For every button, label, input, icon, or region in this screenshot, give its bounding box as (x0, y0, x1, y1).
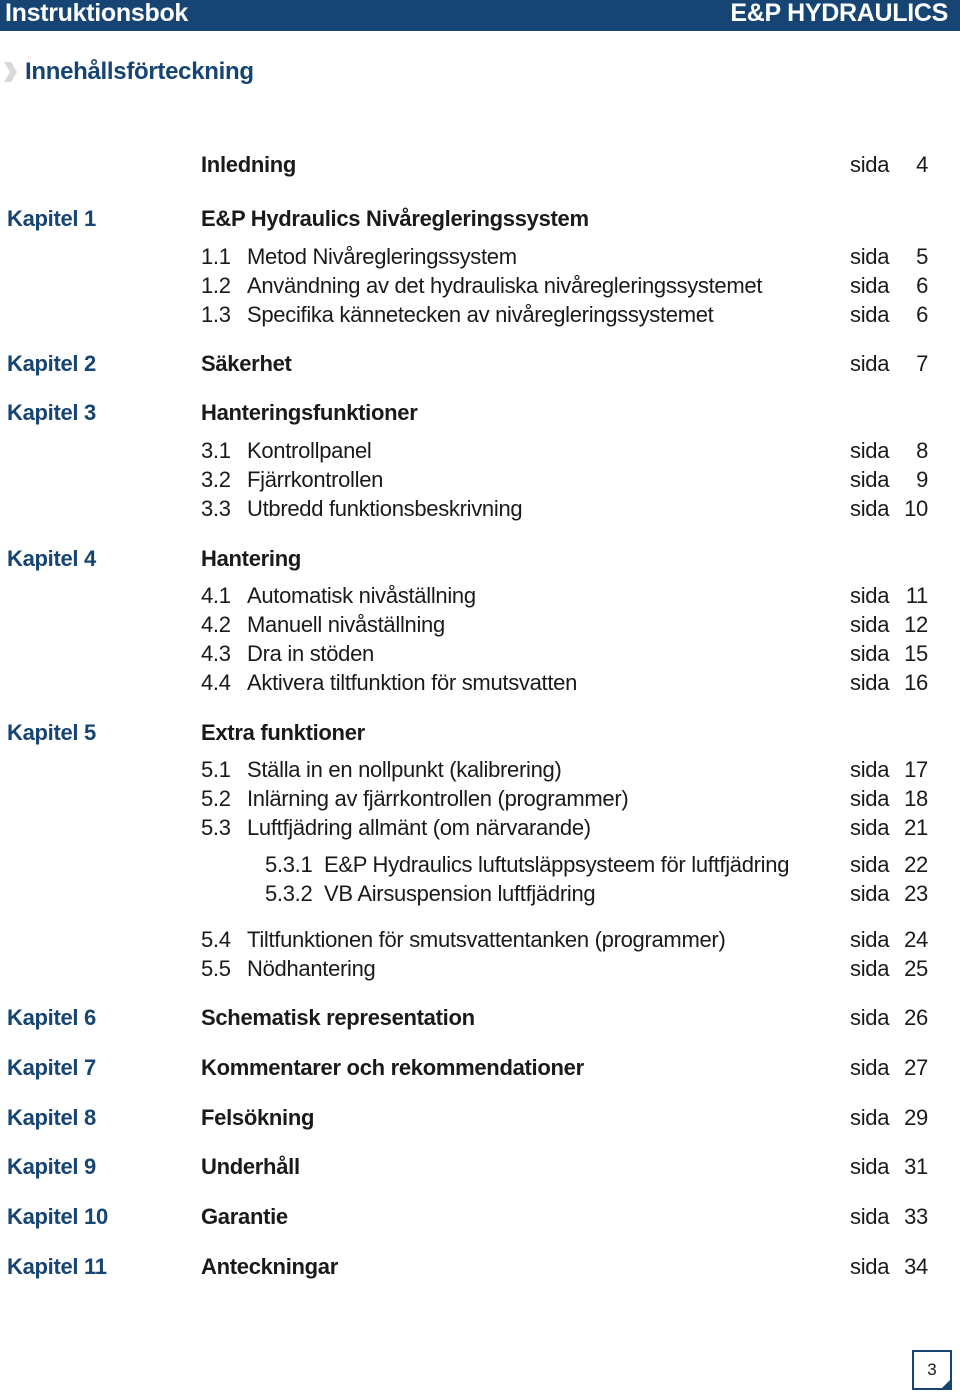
sida-label: sida (850, 1254, 890, 1279)
section-number: 1.1 (201, 244, 231, 269)
entry-page: 7 (916, 351, 928, 376)
sida-label: sida (850, 612, 890, 637)
sida-label: sida (850, 152, 890, 177)
entry-title: Garantie (201, 1204, 288, 1229)
sida-label: sida (850, 757, 890, 782)
entry-page: 34 (904, 1254, 928, 1279)
entry-title: Utbredd funktionsbeskrivning (247, 496, 523, 521)
entry-title: Manuell nivåställning (247, 612, 445, 637)
entry-title: VB Airsuspension luftfjädring (324, 881, 596, 906)
toc-subentry[interactable] (0, 925, 960, 955)
chapter-label: Kapitel 10 (7, 1204, 108, 1229)
section-number: 3.1 (201, 438, 231, 463)
entry-page: 24 (904, 927, 928, 952)
entry-page: 23 (904, 881, 928, 906)
entry-page: 18 (904, 786, 928, 811)
sida-label: sida (850, 351, 890, 376)
toc-subsubentry[interactable] (0, 879, 960, 909)
entry-title: Schematisk representation (201, 1005, 475, 1030)
sida-label: sida (850, 815, 890, 840)
section-number: 4.3 (201, 641, 231, 666)
sida-label: sida (850, 1105, 890, 1130)
document-title: Instruktionsbok (5, 0, 189, 27)
entry-title: Inledning (201, 152, 297, 177)
entry-title: Fjärrkontrollen (247, 467, 384, 492)
toc-subentry[interactable] (0, 465, 960, 495)
toc-entry[interactable] (0, 1202, 960, 1232)
sida-label: sida (850, 956, 890, 981)
sida-label: sida (850, 583, 890, 608)
entry-page: 10 (904, 496, 928, 521)
chapter-label: Kapitel 4 (7, 546, 96, 571)
toc-entry[interactable] (0, 150, 960, 180)
entry-page: 22 (904, 852, 928, 877)
corner-mark-icon (940, 1378, 952, 1390)
entry-title: Kommentarer och rekommendationer (201, 1055, 584, 1080)
entry-title: Aktivera tiltfunktion för smutsvatten (247, 670, 578, 695)
entry-page: 21 (904, 815, 928, 840)
chapter-label: Kapitel 2 (7, 351, 96, 376)
entry-page: 15 (904, 641, 928, 666)
section-number: 1.2 (201, 273, 231, 298)
sida-label: sida (850, 1055, 890, 1080)
brand-name: E&P HYDRAULICS (730, 0, 948, 27)
toc-entry[interactable] (0, 349, 960, 379)
entry-title: Metod Nivåregleringssystem (247, 244, 517, 269)
toc-subentry[interactable] (0, 610, 960, 640)
entry-title: Anteckningar (201, 1254, 338, 1279)
entry-title: Felsökning (201, 1105, 315, 1130)
entry-page: 27 (904, 1055, 928, 1080)
toc-subentry[interactable] (0, 271, 960, 301)
sida-label: sida (850, 1005, 890, 1030)
entry-page: 17 (904, 757, 928, 782)
section-number: 3.2 (201, 467, 231, 492)
sida-label: sida (850, 670, 890, 695)
section-number: 1.3 (201, 302, 231, 327)
chapter-label: Kapitel 1 (7, 206, 96, 231)
sida-label: sida (850, 1204, 890, 1229)
toc-subentry[interactable] (0, 242, 960, 272)
entry-title: Underhåll (201, 1154, 300, 1179)
entry-title: Kontrollpanel (247, 438, 372, 463)
entry-title: Dra in stöden (247, 641, 374, 666)
chapter-label: Kapitel 5 (7, 720, 96, 745)
entry-title: Nödhantering (247, 956, 376, 981)
toc-entry[interactable] (0, 1003, 960, 1033)
section-number: 3.3 (201, 496, 231, 521)
section-number: 5.3.2 (265, 881, 313, 906)
page-number: 3 (927, 1360, 937, 1379)
toc-entry[interactable] (0, 204, 960, 234)
toc-subentry[interactable] (0, 755, 960, 785)
section-number: 5.2 (201, 786, 231, 811)
section-number: 4.2 (201, 612, 231, 637)
toc-subentry[interactable] (0, 300, 960, 330)
chapter-label: Kapitel 7 (7, 1055, 96, 1080)
chapter-label: Kapitel 8 (7, 1105, 96, 1130)
entry-title: Användning av det hydrauliska nivåregleringssystemet (247, 273, 763, 298)
toc-entry[interactable] (0, 718, 960, 748)
entry-page: 26 (904, 1005, 928, 1030)
toc-subentry[interactable] (0, 436, 960, 466)
entry-page: 16 (904, 670, 928, 695)
entry-title: Automatisk nivåställning (247, 583, 476, 608)
sida-label: sida (850, 244, 890, 269)
toc-subsubentry[interactable] (0, 850, 960, 880)
toc-entry[interactable] (0, 1103, 960, 1133)
entry-page: 31 (904, 1154, 928, 1179)
entry-title: Specifika kännetecken av nivåregleringssystemet (247, 302, 714, 327)
entry-page: 8 (916, 438, 928, 463)
sida-label: sida (850, 881, 890, 906)
section-number: 5.3.1 (265, 852, 313, 877)
toc-subentry[interactable] (0, 813, 960, 843)
toc-subentry[interactable] (0, 639, 960, 669)
entry-title: Inlärning av fjärrkontrollen (programmer) (247, 786, 629, 811)
sida-label: sida (850, 786, 890, 811)
chapter-label: Kapitel 11 (7, 1254, 107, 1279)
entry-title: E&P Hydraulics Nivåregleringssystem (201, 206, 589, 231)
toc-entry[interactable] (0, 1053, 960, 1083)
toc-subentry[interactable] (0, 954, 960, 984)
entry-page: 5 (916, 244, 928, 269)
entry-title: Säkerhet (201, 351, 292, 376)
entry-title: Extra funktioner (201, 720, 365, 745)
sida-label: sida (850, 273, 890, 298)
entry-title: Luftfjädring allmänt (om närvarande) (247, 815, 591, 840)
entry-title: Tiltfunktionen för smutsvattentanken (programmer) (247, 927, 726, 952)
sida-label: sida (850, 641, 890, 666)
entry-page: 4 (916, 152, 928, 177)
chapter-label: Kapitel 6 (7, 1005, 96, 1030)
toc-entry[interactable] (0, 1152, 960, 1182)
toc-subentry[interactable] (0, 668, 960, 698)
section-number: 5.1 (201, 757, 231, 782)
section-number: 4.1 (201, 583, 231, 608)
page-number-box (912, 1350, 952, 1390)
sida-label: sida (850, 302, 890, 327)
toc-entry[interactable] (0, 1252, 960, 1282)
toc-entry[interactable] (0, 544, 960, 574)
section-number: 5.3 (201, 815, 231, 840)
entry-title: Ställa in en nollpunkt (kalibrering) (247, 757, 562, 782)
toc-subentry[interactable] (0, 581, 960, 611)
sida-label: sida (850, 496, 890, 521)
entry-page: 33 (904, 1204, 928, 1229)
toc-title: Innehållsförteckning (25, 58, 254, 85)
section-number: 4.4 (201, 670, 231, 695)
entry-page: 11 (905, 583, 928, 608)
chapter-label: Kapitel 9 (7, 1154, 96, 1179)
sida-label: sida (850, 927, 890, 952)
entry-page: 9 (916, 467, 928, 492)
entry-page: 6 (916, 273, 928, 298)
toc-subentry[interactable] (0, 784, 960, 814)
section-number: 5.4 (201, 927, 231, 952)
section-number: 5.5 (201, 956, 231, 981)
entry-page: 25 (904, 956, 928, 981)
sida-label: sida (850, 438, 890, 463)
toc-entry[interactable] (0, 398, 960, 428)
entry-page: 12 (904, 612, 928, 637)
sida-label: sida (850, 467, 890, 492)
entry-title: E&P Hydraulics luftutsläppsysteem för luftfjädring (324, 852, 790, 877)
sida-label: sida (850, 852, 890, 877)
sida-label: sida (850, 1154, 890, 1179)
entry-title: Hantering (201, 546, 301, 571)
entry-page: 29 (904, 1105, 928, 1130)
toc-subentry[interactable] (0, 494, 960, 524)
entry-page: 6 (916, 302, 928, 327)
entry-title: Hanteringsfunktioner (201, 400, 418, 425)
chapter-label: Kapitel 3 (7, 400, 96, 425)
